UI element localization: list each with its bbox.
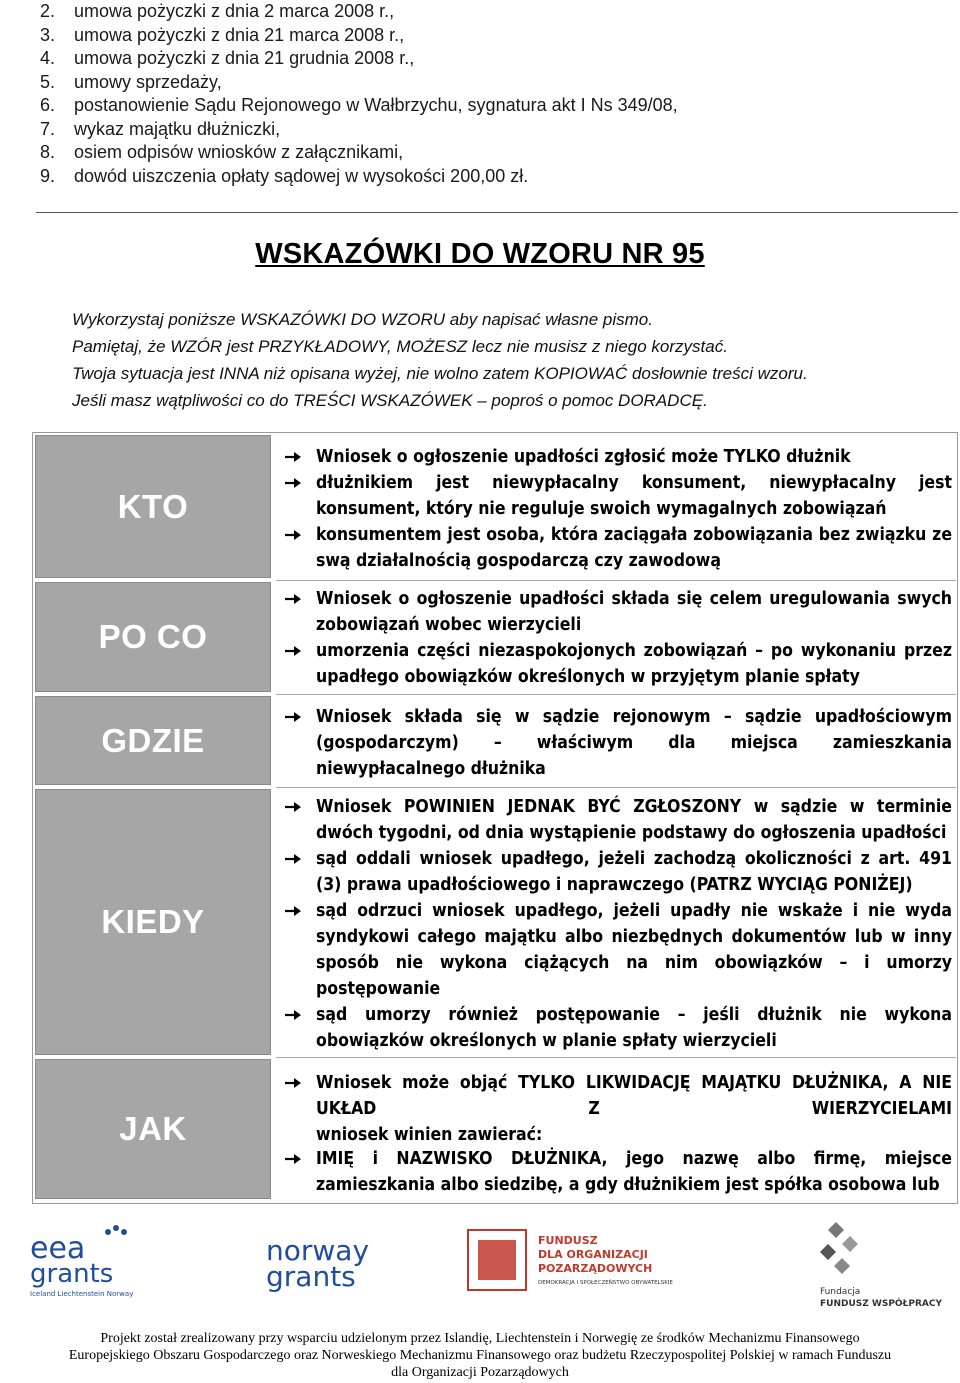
list-item-text: osiem odpisów wniosków z załącznikami, <box>74 142 404 162</box>
logos-bar <box>0 1220 960 1310</box>
footer-line: dla Organizacji Pozarządowych <box>391 1365 569 1380</box>
list-item <box>40 118 920 142</box>
guidance-line: sąd umorzy również postępowanie – jeśli dłużnik nie wykona <box>316 1005 952 1025</box>
list-item-number: 7. <box>40 118 56 139</box>
section-label: GDZIE <box>101 721 205 759</box>
section-label-cell <box>35 582 271 692</box>
list-item-text: umowy sprzedaży, <box>74 71 222 92</box>
guidance-line: sposób nie wykona ciążących na nim obowiązków – i umorzy <box>316 953 952 973</box>
guidance-line: niewypłacalnego dłużnika <box>316 759 546 779</box>
guidance-line: umorzenia części niezaspokojonych zobowiązań – po wykonaniu przez <box>316 641 952 661</box>
arrow-bullet-icon <box>284 1076 306 1102</box>
list-item <box>40 141 920 165</box>
list-item-text: dowód uiszczenia opłaty sądowej w wysokości 200,00 zł. <box>74 165 529 186</box>
guidance-line: IMIĘ i NAZWISKO DŁUŻNIKA, jego nazwę albo firmę, miejsce <box>316 1149 952 1169</box>
list-item-number: 9. <box>40 165 56 186</box>
list-item-text: wykaz majątku dłużniczki, <box>74 118 281 139</box>
fundusz-line1: FUNDUSZ <box>538 1234 598 1247</box>
attachments-list <box>40 0 920 188</box>
section-content <box>276 432 954 1202</box>
guidance-line: sąd oddali wniosek upadłego, jeżeli zachodzą okoliczności z art. 491 <box>316 849 952 869</box>
list-item-text: umowa pożyczki z dnia 21 marca 2008 r., <box>74 24 405 45</box>
guidance-item <box>316 1070 952 1148</box>
footer-line: Projekt został zrealizowany przy wsparciu udzielonym przez Islandię, Liechtenstein i Norwegię ze środków Mechanizmu Finansowego <box>100 1331 860 1346</box>
fundusz-line3: POZARZĄDOWYCH <box>538 1262 653 1275</box>
list-item <box>40 165 920 189</box>
guidance-line: upadłego obowiązków określonych w przyjętym planie spłaty <box>316 667 860 687</box>
guidance-line: swą działalnością gospodarczą czy zawodową <box>316 551 721 571</box>
guidance-line: konsument, który nie reguluje swoich wymagalnych zobowiązań <box>316 499 887 519</box>
guidance-line: dłużnikiem jest niewypłacalny konsument, niewypłacalny jest <box>316 473 952 493</box>
guidance-table <box>32 432 958 1204</box>
section-label-cell <box>35 435 271 578</box>
fundacja-logo <box>820 1222 942 1309</box>
norway-grants-logo <box>266 1234 369 1293</box>
norway-line2: grants <box>266 1260 356 1293</box>
eea-grants-logo <box>30 1225 133 1298</box>
eea-line2: grants <box>30 1259 114 1289</box>
guidance-line: postępowanie <box>316 979 441 999</box>
section-label: KTO <box>117 487 189 525</box>
list-item-number: 8. <box>40 142 56 162</box>
guidance-line: Wniosek składa się w sądzie rejonowym – sądzie upadłościowym <box>316 707 952 727</box>
fundacja-line1: Fundacja <box>820 1287 861 1297</box>
footer-line: Europejskiego Obszaru Gospodarczego oraz Norweskiego Mechanizmu Finansowego oraz budżetu Rzeczypospolitej Polskiej w ramach Funduszu <box>68 1348 892 1363</box>
list-item-number: 6. <box>40 95 56 115</box>
page-title: WSKAZÓWKI DO WZORU NR 95 <box>255 238 705 270</box>
section-label-cell <box>35 1059 271 1199</box>
guidance-line: Wniosek o ogłoszenie upadłości składa się celem uregulowania swych <box>316 589 952 609</box>
list-item-text: postanowienie Sądu Rejonowego w Wałbrzychu, sygnatura akt I Ns 349/08, <box>74 95 678 115</box>
list-item-number: 4. <box>40 48 56 68</box>
section-label-cell <box>35 789 271 1055</box>
divider <box>36 212 958 213</box>
eea-sub: Iceland Liechtenstein Norway <box>30 1290 134 1298</box>
intro-line: Twoja sytuacja jest INNA niż opisana wyżej, nie wolno zatem KOPIOWAĆ dosłownie treści wzoru. <box>72 364 808 383</box>
fundacja-line2: FUNDUSZ WSPÓŁPRACY <box>820 1299 942 1309</box>
guidance-line: dwóch tygodni, od dnia wystąpienie podstawy do ogłoszenia upadłości <box>316 823 947 843</box>
guidance-line: (3) prawa upadłościowego i naprawczego (PATRZ WYCIĄG PONIŻEJ) <box>316 875 913 895</box>
intro-line: Pamiętaj, że WZÓR jest PRZYKŁADOWY, MOŻESZ lecz nie musisz z niego korzystać. <box>72 337 728 356</box>
guidance-line: UKŁAD Z WIERZYCIELAMI <box>316 1099 952 1119</box>
list-item <box>40 71 920 95</box>
guidance-item <box>316 1146 952 1198</box>
intro-line: Jeśli masz wątpliwości co do TREŚCI WSKAZÓWEK – poproś o pomoc DORADCĘ. <box>72 391 708 410</box>
guidance-line: sąd odrzuci wniosek upadłego, jeżeli upadły nie wskaże i nie wyda <box>316 901 952 921</box>
fundusz-sub: DEMOKRACJA I SPOŁECZEŃSTWO OBYWATELSKIE <box>538 1280 673 1286</box>
section-label: KIEDY <box>101 903 205 940</box>
list-item <box>40 24 920 48</box>
footer-note <box>0 1330 960 1381</box>
guidance-line: wniosek winien zawierać: <box>316 1125 543 1145</box>
guidance-line: obowiązków określonych w planie spłaty wierzycieli <box>316 1031 777 1051</box>
list-item-number: 2. <box>40 1 56 21</box>
guidance-line: (gospodarczym) – właściwym dla miejsca zamieszkania <box>316 733 952 753</box>
eea-line1: eea <box>30 1231 86 1266</box>
intro-line: Wykorzystaj poniższe WSKAZÓWKI DO WZORU aby napisać własne pismo. <box>72 310 653 329</box>
guidance-line: zamieszkania albo siedzibę, a gdy dłużnikiem jest spółka osobowa lub <box>316 1175 940 1195</box>
guidance-line: zobowiązań wobec wierzycieli <box>316 615 582 635</box>
list-item-text: umowa pożyczki z dnia 21 grudnia 2008 r., <box>74 48 415 68</box>
list-item-text: umowa pożyczki z dnia 2 marca 2008 r., <box>74 1 395 21</box>
list-item-number: 5. <box>40 71 56 92</box>
guidance-line: syndykowi całego majątku albo niezbędnych dokumentów lub w inny <box>316 927 952 947</box>
list-item <box>40 94 920 118</box>
norway-line1: norway <box>266 1234 370 1267</box>
list-item-number: 3. <box>40 24 56 45</box>
fundusz-logo <box>468 1230 673 1290</box>
section-label: JAK <box>119 1110 187 1147</box>
list-item <box>40 47 920 71</box>
fundusz-line2: DLA ORGANIZACJI <box>538 1248 648 1261</box>
guidance-line: Wniosek może objąć TYLKO LIKWIDACJĘ MAJĄTKU DŁUŻNIKA, A NIE <box>316 1073 952 1093</box>
guidance-line: konsumentem jest osoba, która zaciągała zobowiązania bez związku ze <box>316 525 952 545</box>
guidance-line: Wniosek POWINIEN JEDNAK BYĆ ZGŁOSZONY w sądzie w terminie <box>316 797 952 817</box>
list-item <box>40 0 920 24</box>
section-label-cell <box>35 696 271 785</box>
intro-text <box>72 306 932 414</box>
arrow-bullet-icon <box>284 1152 306 1178</box>
guidance-line: Wniosek o ogłoszenie upadłości zgłosić może TYLKO dłużnik <box>316 447 851 467</box>
sponsor-logos <box>0 1220 960 1310</box>
section-label: PO CO <box>98 618 208 655</box>
